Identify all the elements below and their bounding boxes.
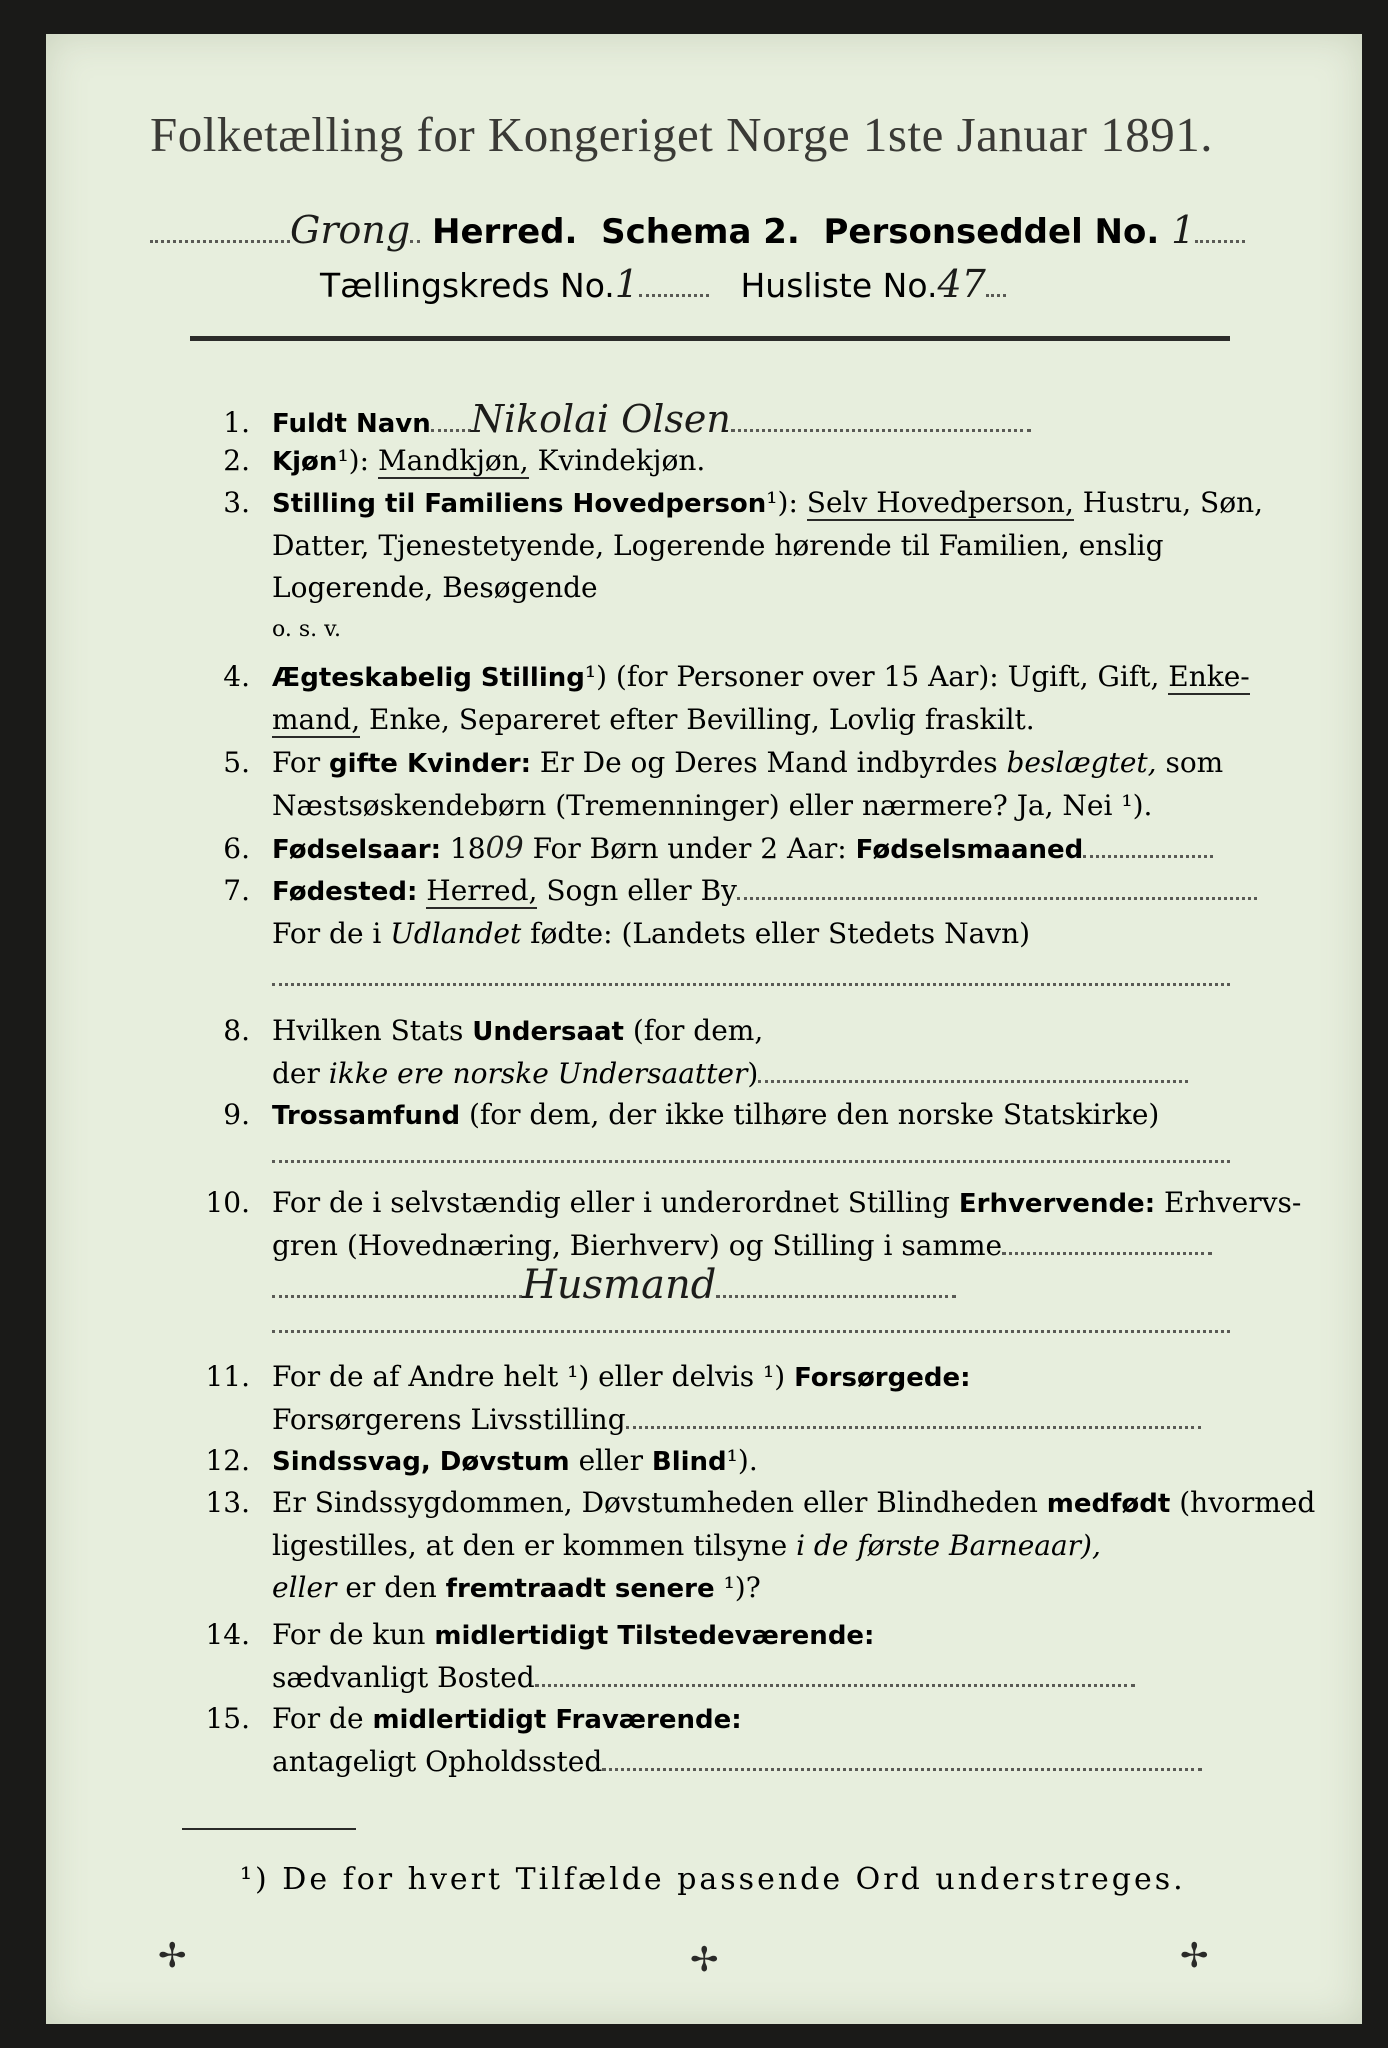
husliste-value: 47 (937, 262, 986, 306)
registration-mark-icon: ✢ (158, 1936, 187, 1976)
full-name-value: Nikolai Olsen (470, 397, 731, 441)
birth-year-value: 09 (485, 831, 524, 866)
birthplace-selected: Herred, (426, 874, 538, 907)
herred-label: Herred. (432, 212, 578, 252)
occupation-value: Husmand (522, 1262, 717, 1308)
kreds-value: 1 (614, 262, 639, 306)
question-7: 7. Fødested: Herred, Sogn eller By For de i Udlandet fødte: (Landets eller Stedets Navn) (150, 870, 1240, 955)
schema-label: Schema 2. (601, 212, 800, 252)
gender-selected: Mandkjøn, (377, 444, 529, 477)
question-13: 13. Er Sindssygdommen, Døvstumheden eller Blindheden medfødt (hvormed ligestilles, at den er kommen tilsyne i de første Barneaar), eller er den fremtraadt senere ¹)? (205, 1486, 1316, 1604)
question-4: 4. Ægteskabelig Stilling¹) (for Personer over 15 Aar): Ugift, Gift, Enke- mand, Enke, Separeret efter Bevilling, Lovlig fraskilt. (223, 660, 1250, 736)
husliste-label: Husliste No. (740, 266, 938, 305)
question-15: 15. For de midlertidigt Fraværende: antageligt Opholdssted (150, 1698, 1240, 1783)
personseddel-value: 1 (1171, 208, 1196, 252)
question-2: 2. Kjøn¹): Mandkjøn, Kvindekjøn. (223, 444, 706, 477)
question-5: 5. For gifte Kvinder: Er De og Deres Mand indbyrdes beslægtet, som Næstsøskendebørn (Tremenninger) eller nærmere? Ja, Nei ¹). (223, 746, 1224, 822)
occupation-line (150, 1264, 1240, 1310)
header-divider (190, 336, 1230, 341)
marital-selected-1: Enke- (1168, 660, 1250, 693)
question-14: 14. For de kun midlertidigt Tilstedeværende: sædvanligt Bosted (150, 1614, 1240, 1699)
header-line-herred (150, 208, 1240, 252)
form-title: Folketælling for Kongeriget Norge 1ste Januar 1891. (150, 107, 1213, 162)
question-10: 10. For de i selvstændig eller i underordnet Stilling Erhvervende: Erhvervs- gren (Hovednæring, Bierhverv) og Stilling i samme (205, 1186, 1302, 1262)
question-3: 3. Stilling til Familiens Hovedperson¹): Selv Hovedperson, Hustru, Søn, Datter, Tjenestetyende, Logerende hørende til Familien, enslig Logerende, Besøgende o. s. v. (223, 486, 1264, 642)
personseddel-label: Personseddel No. (823, 212, 1160, 252)
footnote-divider (182, 1828, 356, 1830)
footnote: ¹) De for hvert Tilfælde passende Ord understreges. (240, 1862, 1186, 1897)
position-selected: Selv Hovedperson, (806, 486, 1074, 519)
registration-mark-icon: ✢ (690, 1940, 719, 1980)
blank-line-9 (272, 1160, 1230, 1163)
question-8: 8. Hvilken Stats Undersaat (for dem, der ikke ere norske Undersaatter) (150, 1010, 1240, 1095)
blank-line-10 (272, 1330, 1230, 1333)
herred-value: Grong (290, 208, 411, 252)
question-6: 6. Fødselsaar: 1809 For Børn under 2 Aar: Fødselsmaaned (150, 828, 1240, 871)
question-1: 1. Fuldt Navn Nikolai Olsen (150, 398, 1240, 445)
question-11: 11. For de af Andre helt ¹) eller delvis ¹) Forsørgede: Forsørgerens Livsstilling (150, 1356, 1240, 1441)
question-12: 12. Sindssvag, Døvstum eller Blind¹). (205, 1444, 758, 1477)
header-line-kreds (320, 262, 1240, 306)
kreds-label: Tællingskreds No. (320, 266, 615, 305)
question-9: 9. Trossamfund (for dem, der ikke tilhøre den norske Statskirke) (223, 1098, 1160, 1131)
marital-selected-2: mand, (272, 703, 361, 736)
registration-mark-icon: ✢ (1180, 1936, 1209, 1976)
blank-line-7 (272, 983, 1230, 986)
